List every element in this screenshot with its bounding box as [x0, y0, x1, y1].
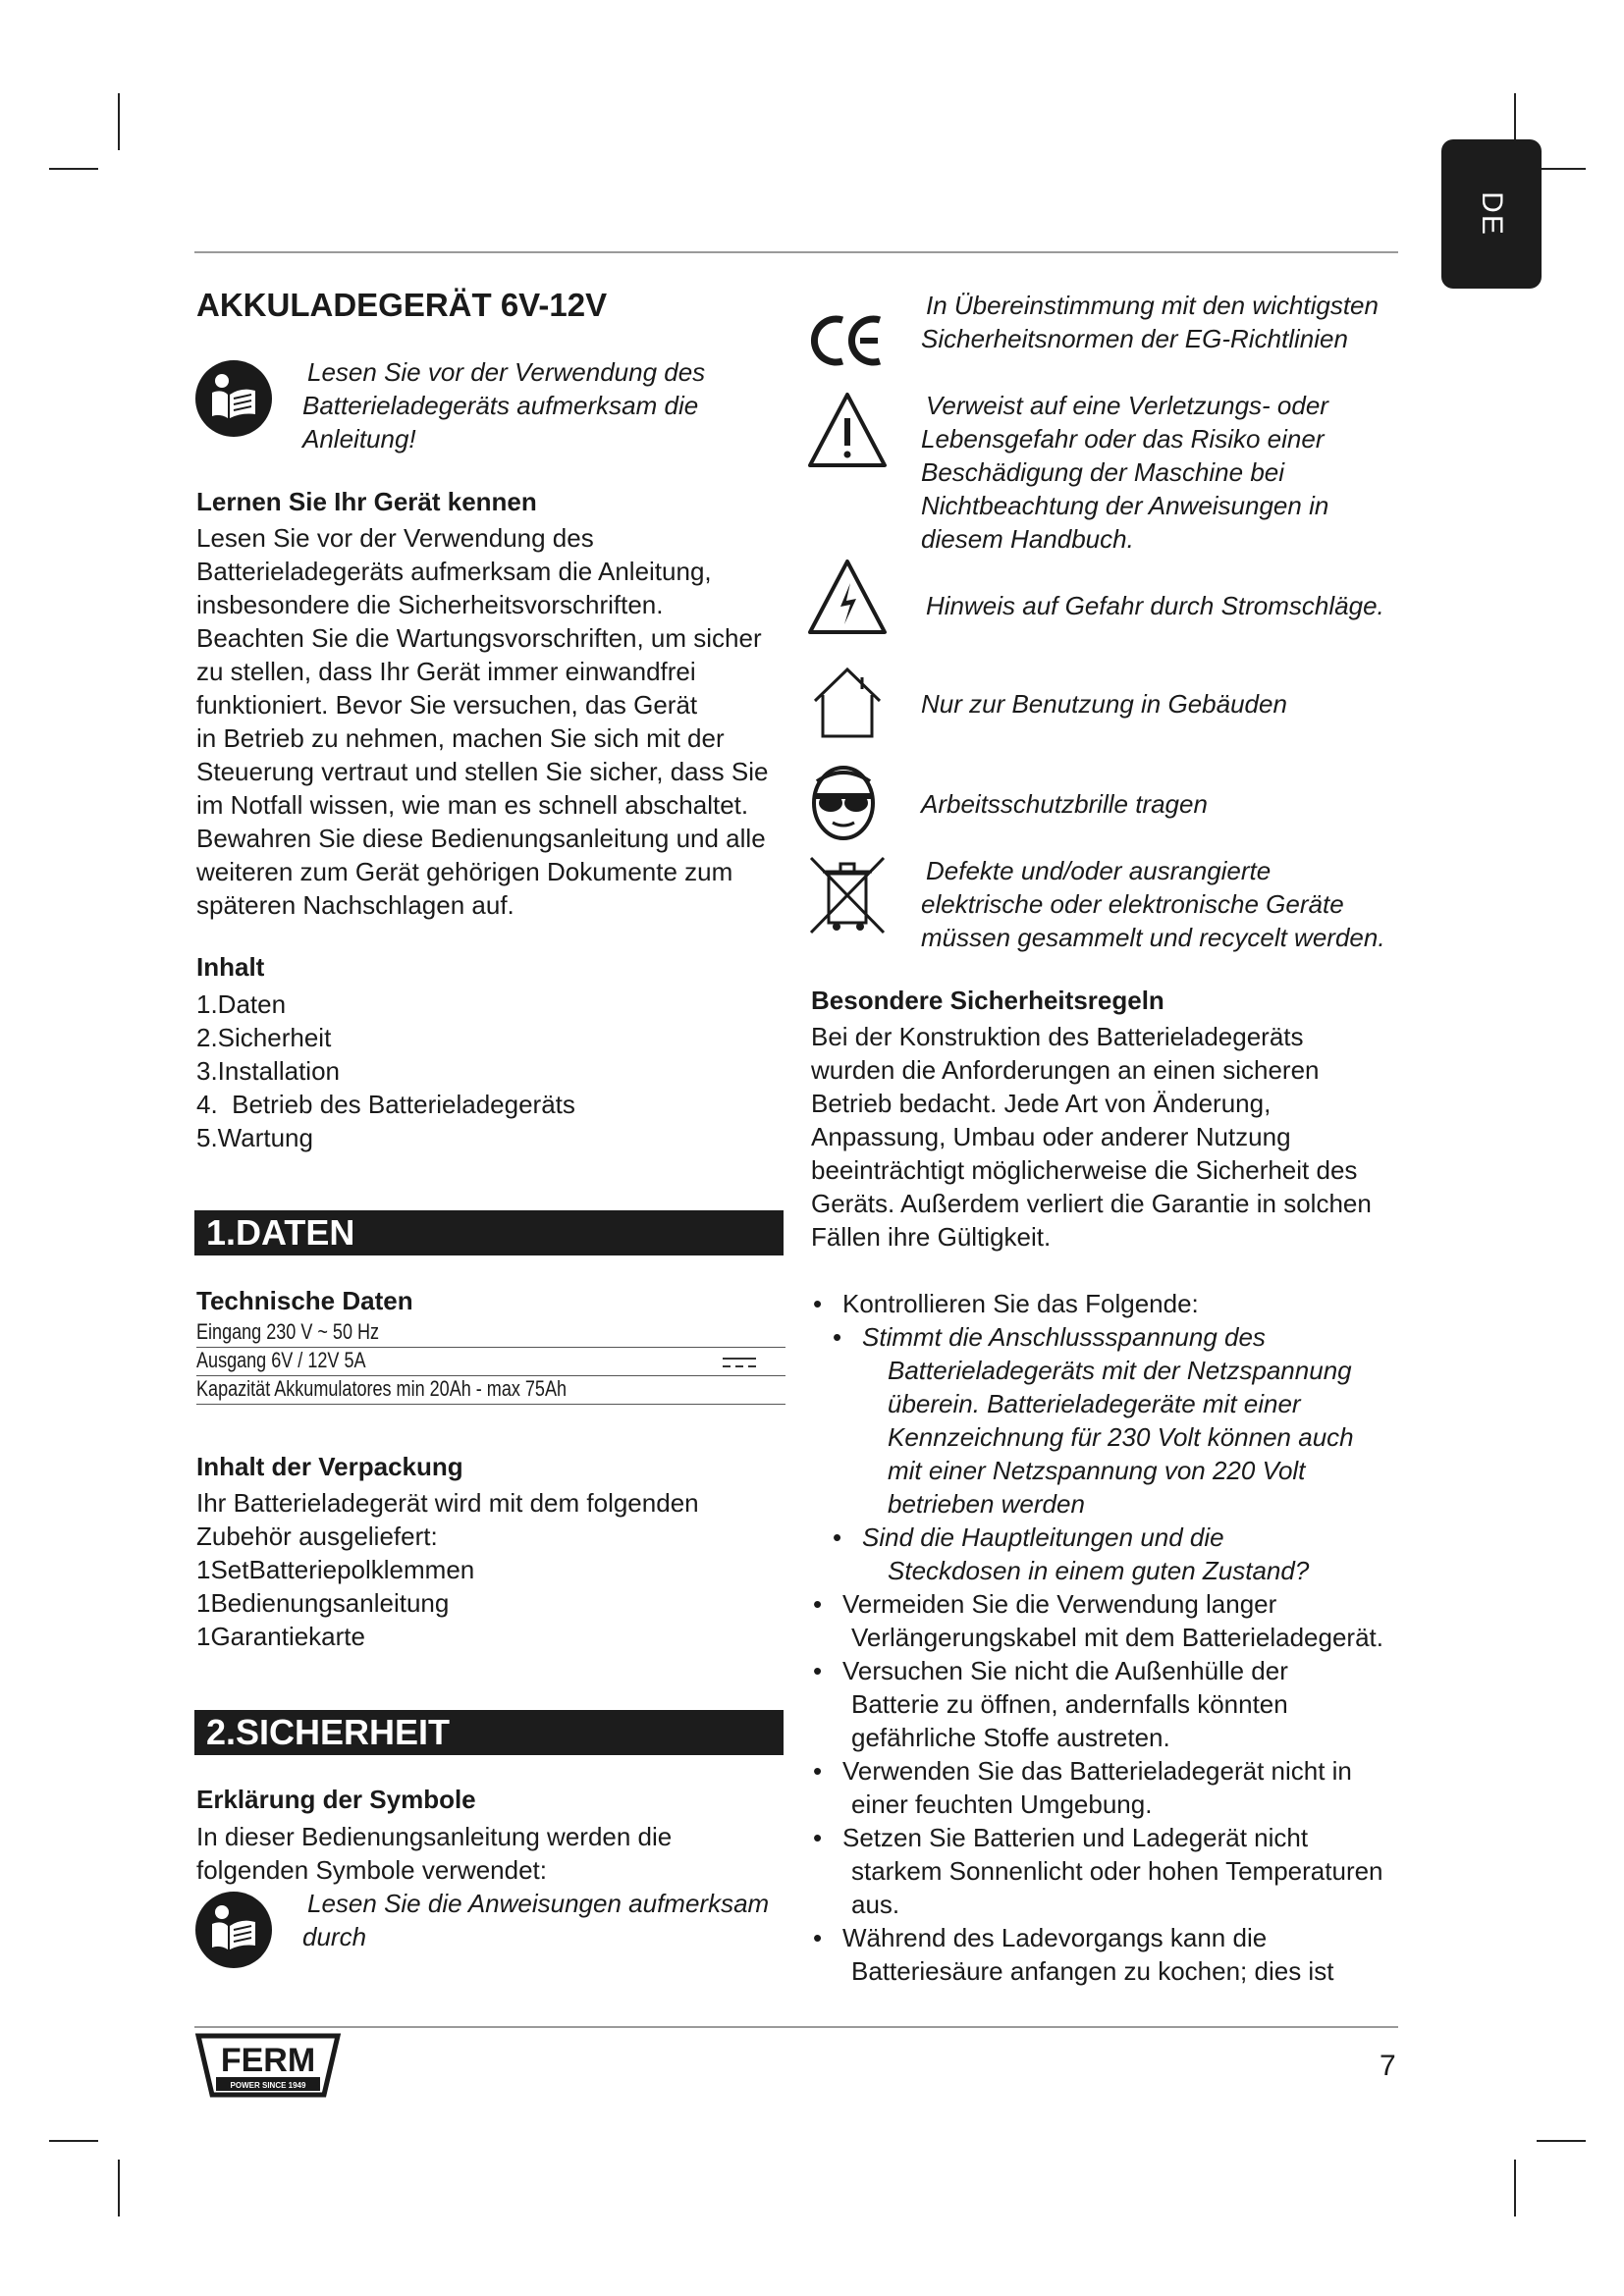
dc-current-icon: [723, 1356, 756, 1369]
package-heading: Inhalt der Verpackung: [196, 1452, 463, 1481]
header-rule: [194, 251, 1398, 253]
indoor-house-icon: [807, 662, 888, 742]
contents-item: 3.Installation: [196, 1056, 340, 1086]
page-title: AKKULADEGERÄT 6V-12V: [196, 287, 608, 323]
ce-mark-text: In Übereinstimmung mit den wichtigsten Sicherheitsnormen der EG-Richtlinien: [921, 291, 1379, 353]
footer-rule: [194, 2026, 1398, 2028]
logo-tagline: POWER SINCE 1949: [230, 2081, 306, 2090]
crop-mark: [1537, 2140, 1586, 2142]
crop-mark: [49, 168, 98, 170]
list-item: • Stimmt die Anschlussspannung des Batterieladegeräts mit der Netzspannung überein. Batterieladegeräte mit einer Kennzeichnung für 230 Volt können auch mit einer Netzspannung von 220 Volt betrieben werden: [811, 1320, 1420, 1521]
safety-goggles-icon: [803, 762, 884, 842]
list-item: • Sind die Hauptleitungen und die Steckdosen in einem guten Zustand?: [811, 1521, 1420, 1587]
list-item: • Während des Ladevorgangs kann die Batteriesäure anfangen zu kochen; dies ist: [811, 1921, 1420, 1988]
symbols-heading: Erklärung der Symbole: [196, 1785, 476, 1814]
learn-paragraph: Lesen Sie vor der Verwendung des Batterieladegeräts aufmerksam die Anleitung, insbesondere die Sicherheitsvorschriften. Beachten Sie die Wartungsvorschriften, um sicher zu stellen, dass Ihr Gerät immer einwandfrei funktioniert. Bevor Sie versuchen, das Gerät in Betrieb zu nehmen, machen Sie sich mit der Steuerung vertraut und stellen Sie sicher, dass Sie im Notfall wissen, wie man es schnell abschaltet. Bewahren Sie diese Bedienungsanleitung und alle weiteren zum Gerät gehörigen Dokumente zum späteren Nachschlagen auf.: [196, 523, 769, 920]
intro-note: Lesen Sie vor der Verwendung des Batterieladegeräts aufmerksam die Anleitung!: [302, 357, 706, 454]
language-label: DE: [1476, 191, 1508, 237]
list-item: • Setzen Sie Batterien und Ladegerät nicht starkem Sonnenlicht oder hohen Temperaturen aus.: [811, 1821, 1420, 1921]
crop-mark: [1514, 2160, 1516, 2216]
read-manual-icon: [194, 359, 273, 438]
special-rules-paragraph: Bei der Konstruktion des Batterieladegeräts wurden die Anforderungen an einen sicheren Betrieb bedacht. Jede Art von Änderung, Anpassung, Umbau oder anderer Nutzung beeinträchtigt möglicherweise die Sicherheit des Geräts. Außerdem verliert die Garantie in solchen Fällen ihre Gültigkeit.: [811, 1022, 1372, 1252]
read-instructions-icon: [194, 1891, 273, 1969]
crop-mark: [118, 93, 120, 150]
tech-data-heading: Technische Daten: [196, 1286, 413, 1315]
logo-wordmark: FERM: [220, 2042, 316, 2079]
crop-mark: [1537, 168, 1586, 170]
contents-heading: Inhalt: [196, 952, 265, 982]
contents-item: 5.Wartung: [196, 1123, 313, 1152]
tech-row-capacity: Kapazität Akkumulatores min 20Ah - max 75Ah: [196, 1376, 785, 1405]
weee-text: Defekte und/oder ausrangierte elektrische oder elektronische Geräte müssen gesammelt und recycelt werden.: [921, 856, 1385, 952]
list-item: • Vermeiden Sie die Verwendung langer Verlängerungskabel mit dem Batterieladegerät.: [811, 1587, 1420, 1654]
tech-row-input: Eingang 230 V ~ 50 Hz: [196, 1319, 785, 1348]
special-rules-heading: Besondere Sicherheitsregeln: [811, 986, 1164, 1015]
list-item: • Versuchen Sie nicht die Außenhülle der Batterie zu öffnen, andernfalls könnten gefährliche Stoffe austreten.: [811, 1654, 1420, 1754]
contents-item: 4. Betrieb des Batterieladegeräts: [196, 1090, 575, 1119]
crossed-bin-icon: [807, 854, 888, 934]
ce-mark-icon: [807, 300, 888, 381]
section-heading-daten: 1.DATEN: [194, 1210, 784, 1255]
warning-text: Verweist auf eine Verletzungs- oder Lebensgefahr oder das Risiko einer Beschädigung der Maschine bei Nichtbeachtung der Anweisungen in diesem Handbuch.: [921, 391, 1329, 554]
contents-list: [196, 988, 575, 1154]
contents-item: 2.Sicherheit: [196, 1023, 332, 1052]
section-heading-sicherheit: 2.SICHERHEIT: [194, 1710, 784, 1755]
electric-shock-text: Hinweis auf Gefahr durch Stromschläge.: [926, 591, 1384, 620]
language-tab: [1441, 139, 1542, 289]
warning-triangle-icon: [807, 391, 888, 471]
electric-shock-icon: [807, 558, 888, 638]
contents-item: 1.Daten: [196, 989, 287, 1019]
goggles-text: Arbeitsschutzbrille tragen: [921, 789, 1208, 819]
learn-heading: Lernen Sie Ihr Gerät kennen: [196, 487, 537, 516]
list-item: • Kontrollieren Sie das Folgende:: [811, 1287, 1420, 1320]
ferm-logo: [194, 2032, 342, 2099]
page-number: 7: [1380, 2050, 1396, 2082]
crop-mark: [49, 2140, 98, 2142]
list-item: • Verwenden Sie das Batterieladegerät nicht in einer feuchten Umgebung.: [811, 1754, 1420, 1821]
crop-mark: [118, 2160, 120, 2216]
read-instructions-note: Lesen Sie die Anweisungen aufmerksam durch: [302, 1889, 770, 1951]
indoor-use-text: Nur zur Benutzung in Gebäuden: [921, 689, 1287, 719]
tech-row-output: Ausgang 6V / 12V 5A: [196, 1348, 785, 1376]
symbols-intro: In dieser Bedienungsanleitung werden die folgenden Symbole verwendet:: [196, 1822, 673, 1885]
package-paragraph: Ihr Batterieladegerät wird mit dem folgenden Zubehör ausgeliefert: 1SetBatteriepolklemmen 1Bedienungsanleitung 1Garantiekarte: [196, 1488, 699, 1651]
safety-bullet-list: [811, 1287, 1420, 1988]
